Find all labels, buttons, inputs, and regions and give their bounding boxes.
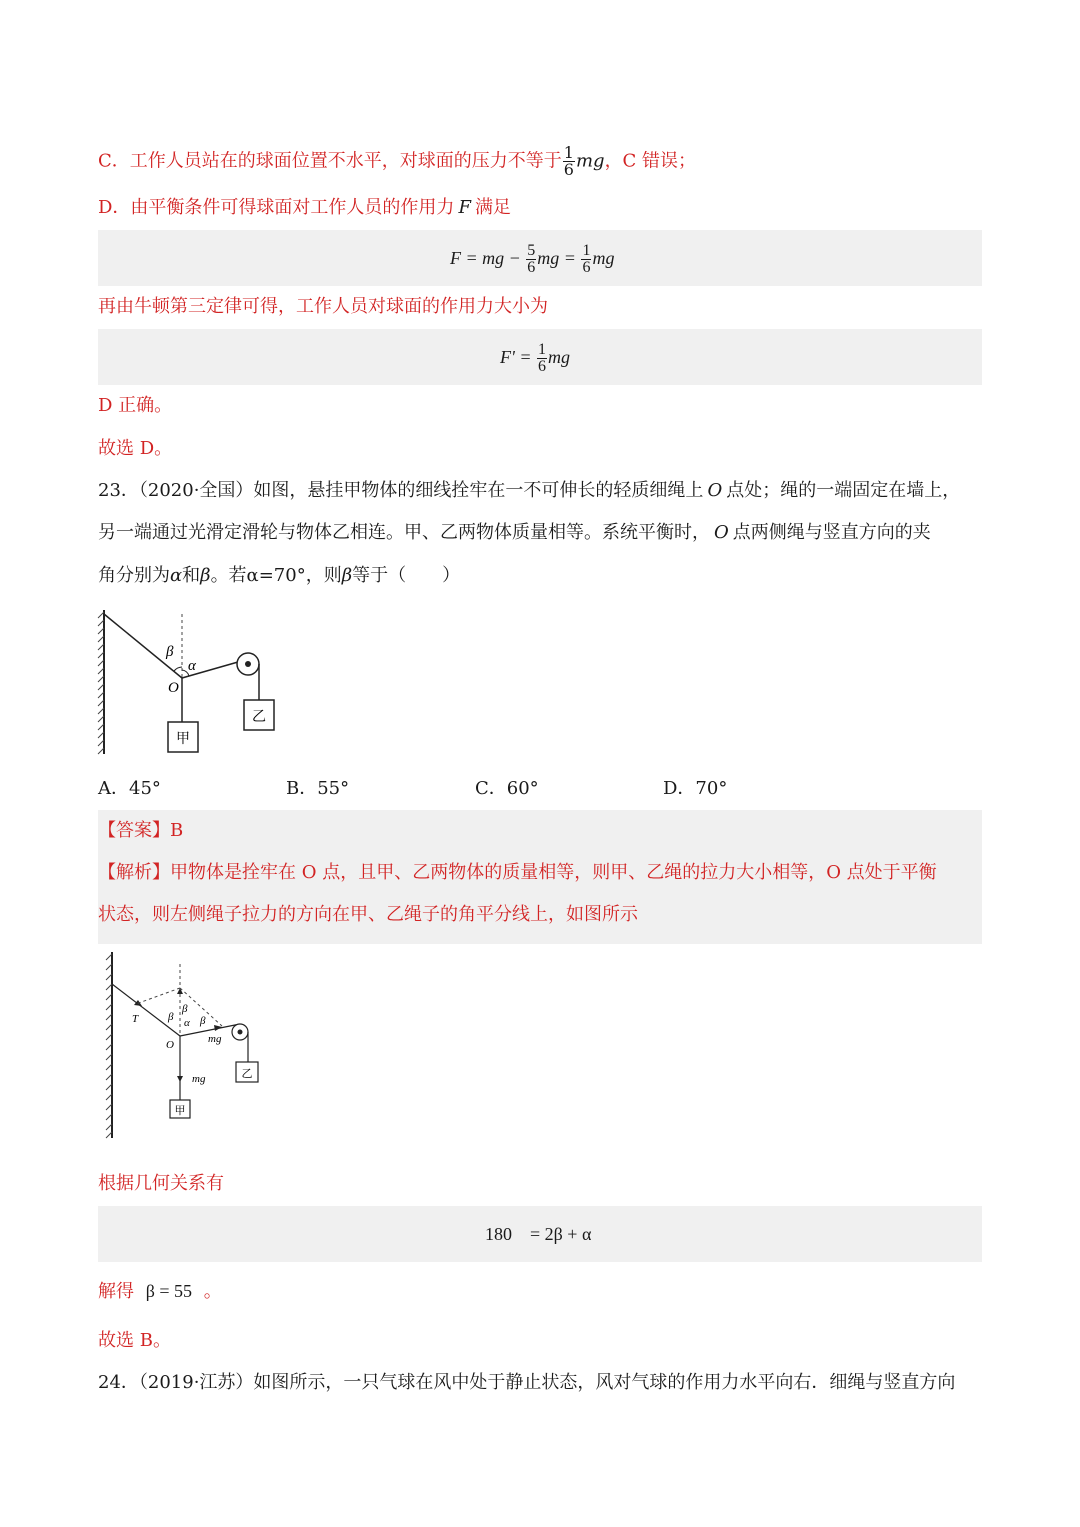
q23-line-1 — [98, 479, 960, 503]
frac-den: 6 — [538, 358, 546, 376]
beta-label-top: β — [182, 1003, 188, 1015]
eq1-fraction-5-6 — [526, 243, 536, 276]
mg-symbol: mg — [575, 150, 605, 172]
equation-1 — [450, 236, 614, 280]
mg-right-label: mg — [208, 1033, 222, 1045]
beta-arc — [174, 667, 182, 671]
answer-label: 【答案】 — [98, 820, 170, 841]
analysis-line-1 — [98, 861, 937, 885]
beta-label-left: β — [168, 1011, 174, 1023]
option-c-line — [98, 145, 696, 178]
q23-text-3c: 等于（ ） — [352, 565, 461, 586]
q23-text-3b: 。若α=70°，则 — [210, 565, 342, 586]
force-f-symbol: F — [458, 197, 471, 218]
choose-d-line: 故选 D。 — [98, 438, 173, 459]
eq1-end: mg — [592, 248, 615, 268]
q23-text-1a: 23．（2020·全国）如图，悬挂甲物体的细线拴牢在一不可伸长的轻质细绳上 — [98, 480, 704, 501]
t-label: T — [132, 1013, 139, 1025]
solve-equation: β = 55 — [145, 1281, 193, 1301]
yi-label: 乙 — [252, 710, 266, 725]
frac-den: 6 — [582, 259, 591, 277]
answer-line — [98, 819, 183, 843]
alpha-label: α — [184, 1017, 190, 1029]
wall — [98, 610, 104, 754]
option-d-line — [98, 196, 511, 220]
jia-label: 甲 — [176, 732, 190, 747]
alpha-label: α — [188, 658, 196, 674]
option-c-text: C．工作人员站在的球面位置不水平，对球面的压力不等于 — [98, 150, 562, 172]
eq1-fraction-1-6 — [581, 243, 591, 276]
analysis-label: 【解析】 — [98, 862, 170, 883]
q23-text-3a: 角分别为 — [98, 565, 170, 586]
analysis-line-2: 状态，则左侧绳子拉力的方向在甲、乙绳子的角平分线上，如图所示 — [98, 904, 638, 925]
beta-label-right: β — [200, 1015, 206, 1027]
and-text: 和 — [182, 565, 201, 586]
choose-b-line: 故选 B。 — [98, 1330, 171, 1351]
frac-num: 5 — [527, 242, 536, 260]
eq1-lhs: F — [450, 248, 461, 268]
jia-label: 甲 — [174, 1105, 186, 1117]
q23-text-1b: 点处；绳的一端固定在墙上， — [726, 480, 961, 501]
frac-num: 1 — [582, 242, 591, 260]
beta-symbol: β — [200, 565, 211, 586]
solve-line — [98, 1279, 222, 1304]
answer-value: B — [170, 820, 184, 841]
option-d[interactable]: D．70° — [663, 778, 728, 799]
fraction-one-sixth — [563, 145, 575, 178]
solve-tail: 。 — [203, 1281, 222, 1302]
option-b[interactable]: B．55° — [286, 778, 350, 799]
frac-num: 1 — [563, 143, 574, 162]
point-o-label: O — [707, 480, 723, 501]
yi-label: 乙 — [241, 1068, 253, 1080]
eq2-end: mg — [548, 347, 570, 367]
beta-symbol: β — [341, 565, 353, 586]
option-c-tail: ，C 错误； — [604, 150, 697, 172]
q23-text-2b: 点两侧绳与竖直方向的夹 — [732, 522, 931, 543]
o-label: O — [166, 1039, 174, 1051]
frac-num: 1 — [538, 341, 546, 359]
eq2-lhs: F' = — [500, 347, 532, 367]
q24-line-1: 24．（2019·江苏）如图所示，一只气球在风中处于静止状态，风对气球的作用力水平向右．细绳与竖直方向 — [98, 1372, 956, 1393]
force-diagram — [98, 944, 268, 1154]
option-c[interactable]: C．60° — [475, 778, 539, 799]
equation-3: 180 = 2β + α — [485, 1224, 592, 1244]
pulley-diagram — [96, 604, 286, 764]
q23-line-3 — [98, 564, 460, 588]
eq1-mid: mg = — [537, 248, 576, 268]
pulley — [237, 653, 259, 675]
q23-text-2a: 另一端通过光滑定滑轮与物体乙相连。甲、乙两物体质量相等。系统平衡时， — [98, 522, 710, 543]
point-o-label: O — [714, 522, 729, 543]
option-a[interactable]: A．45° — [98, 778, 161, 799]
option-d-text: D．由平衡条件可得球面对工作人员的作用力 — [98, 197, 455, 218]
newton-line: 再由牛顿第三定律可得，工作人员对球面的作用力大小为 — [98, 296, 548, 317]
beta-label: β — [166, 644, 174, 660]
equation-2 — [500, 335, 570, 379]
mg-down-label: mg — [192, 1073, 206, 1085]
pulley — [232, 1024, 248, 1040]
eq2-fraction-1-6 — [537, 342, 547, 375]
analysis-text-1: 甲物体是拴牢在 O 点，且甲、乙两物体的质量相等，则甲、乙绳的拉力大小相等，O 点处于平衡 — [170, 862, 937, 883]
frac-den: 6 — [563, 160, 574, 179]
alpha-symbol: α — [170, 565, 183, 586]
frac-den: 6 — [527, 259, 536, 277]
d-correct-line: D 正确。 — [98, 395, 173, 416]
geometry-line: 根据几何关系有 — [98, 1173, 224, 1194]
o-label: O — [168, 680, 179, 696]
q23-line-2 — [98, 521, 931, 545]
solve-text: 解得 — [98, 1281, 134, 1302]
option-d-tail: 满足 — [474, 197, 511, 218]
eq1-eq: = mg − — [465, 248, 521, 268]
